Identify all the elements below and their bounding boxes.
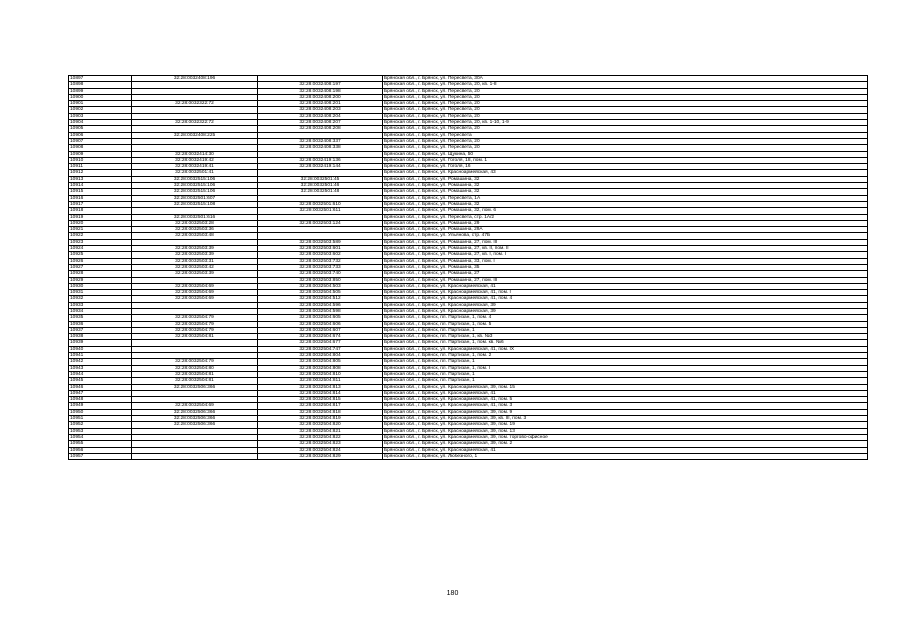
row-number-cell: 10923: [69, 239, 132, 245]
address-cell: Брянская обл., г. Брянск, ул. Красноармейская, 41, пом. IX: [383, 346, 868, 352]
row-number-cell: 10920: [69, 220, 132, 226]
object-number-cell: 32:28:0032408:197: [258, 82, 383, 88]
address-cell: Брянская обл., г. Брянск, ул. Красноармейская, 41: [383, 283, 868, 289]
address-cell: Брянская обл., г. Брянск, пл. Партизан, 1, пом. 4: [383, 315, 868, 321]
parcel-number-cell: 32:28:0032419:42: [132, 157, 258, 163]
address-cell: Брянская обл., г. Брянск, ул. Пересвета, 20, кв. 1-10, 1-9: [383, 120, 868, 126]
address-cell: Брянская обл., г. Брянск, ул. Ромашина, 27, пом. III: [383, 239, 868, 245]
row-number-cell: 10899: [69, 88, 132, 94]
address-cell: Брянская обл., г. Брянск, ул. Ромашина, 32: [383, 201, 868, 207]
object-number-cell: 32:28:0032408:204: [258, 113, 383, 119]
address-cell: Брянская обл., г. Брянск, ул. Красноармейская, 41: [383, 390, 868, 396]
address-cell: Брянская обл., г. Брянск, ул. Ромашина, 27, кв. I, пом. I: [383, 252, 868, 258]
object-number-cell: 32:28:0032504:822: [258, 434, 383, 440]
parcel-number-cell: 32:28:0032504:69: [132, 283, 258, 289]
row-number-cell: 10897: [69, 76, 132, 82]
object-number-cell: 32:28:0032504:674: [258, 334, 383, 340]
address-cell: Брянская обл., г. Брянск, ул. Ромашина, 33, пом. I: [383, 258, 868, 264]
row-number-cell: 10935: [69, 315, 132, 321]
address-cell: Брянская обл., г. Брянск, ул. Красноармейская, 39, пом. 19: [383, 422, 868, 428]
object-number-cell: 32:28:0032504:598: [258, 308, 383, 314]
address-cell: Брянская обл., г. Брянск, ул. Пересвета, 20: [383, 138, 868, 144]
row-number-cell: 10930: [69, 283, 132, 289]
address-cell: Брянская обл., г. Брянск, ул. Ромашина, 27, кв. II, пом. II: [383, 246, 868, 252]
row-number-cell: 10908: [69, 145, 132, 151]
address-cell: Брянская обл., г. Брянск, пл. Партизан, 1: [383, 371, 868, 377]
address-cell: Брянская обл., г. Брянск, ул. Пересвета, 30А: [383, 76, 868, 82]
object-number-cell: 32:28:0032501:45: [258, 176, 383, 182]
address-cell: Брянская обл., г. Брянск, ул. Пересвета, 20: [383, 88, 868, 94]
parcel-number-cell: 32:28:0032503:36: [132, 227, 258, 233]
parcel-number-cell: 32:28:0032515:108: [132, 201, 258, 207]
address-cell: Брянская обл., г. Брянск, ул. Ромашина, 27: [383, 271, 868, 277]
address-cell: Брянская обл., г. Брянск, ул. Ромашина, 35: [383, 264, 868, 270]
address-cell: Брянская обл., г. Брянск, ул. Ромашина, 29А: [383, 227, 868, 233]
object-number-cell: 32:28:0032504:821: [258, 428, 383, 434]
row-number-cell: 10914: [69, 183, 132, 189]
object-number-cell: 32:28:0032504:606: [258, 321, 383, 327]
address-cell: Брянская обл., г. Брянск, ул. Красноармейская, 39: [383, 302, 868, 308]
address-cell: Брянская обл., г. Брянск, ул. Красноармейская, 43: [383, 170, 868, 176]
object-number-cell: 32:28:0032504:818: [258, 409, 383, 415]
row-number-cell: 10937: [69, 327, 132, 333]
object-number-cell: 32:28:0032408:338: [258, 145, 383, 151]
object-number-cell: 32:28:0032501:611: [258, 208, 383, 214]
parcel-number-cell: 32:28:0032504:81: [132, 371, 258, 377]
object-number-cell: 32:28:0032408:207: [258, 120, 383, 126]
parcel-number-cell: 32:28:0032504:79: [132, 327, 258, 333]
object-number-cell: 32:28:0032408:203: [258, 107, 383, 113]
row-number-cell: 10905: [69, 126, 132, 132]
object-number-cell: 32:28:0032503:602: [258, 252, 383, 258]
row-number-cell: 10950: [69, 409, 132, 415]
address-cell: Брянская обл., г. Брянск, ул. Ромашина, 32: [383, 189, 868, 195]
object-number-cell: 32:28:0032504:820: [258, 422, 383, 428]
address-cell: Брянская обл., г. Брянск, ул. Красноармейская, 39, пом. торгово-офисное: [383, 434, 868, 440]
parcel-number-cell: 32:28:0032503:48: [132, 233, 258, 239]
row-number-cell: 10917: [69, 201, 132, 207]
object-number-cell: 32:28:0032504:503: [258, 283, 383, 289]
address-cell: Брянская обл., г. Брянск, ул. Пересвета, 20: [383, 94, 868, 100]
object-number-cell: 32:28:0032504:810: [258, 371, 383, 377]
object-number-cell: 32:28:0032419:136: [258, 157, 383, 163]
row-number-cell: 10956: [69, 447, 132, 453]
row-number-cell: 10948: [69, 397, 132, 403]
row-number-cell: 10928: [69, 271, 132, 277]
object-number-cell: 32:28:0032408:337: [258, 138, 383, 144]
parcel-number-cell: 32:28:0032504:81: [132, 334, 258, 340]
row-number-cell: 10946: [69, 384, 132, 390]
row-number-cell: 10910: [69, 157, 132, 163]
row-number-cell: 10940: [69, 346, 132, 352]
parcel-number-cell: 32:28:0032501:41: [132, 170, 258, 176]
address-cell: Брянская обл., г. Брянск, ул. Ромашина, 27, пом. III: [383, 277, 868, 283]
row-number-cell: 10904: [69, 120, 132, 126]
parcel-number-cell: 32:28:0032504:79: [132, 321, 258, 327]
object-number-cell: 32:28:0032503:124: [258, 220, 383, 226]
row-number-cell: 10898: [69, 82, 132, 88]
object-number-cell: 32:28:0032503:733: [258, 264, 383, 270]
row-number-cell: 10945: [69, 378, 132, 384]
address-cell: Брянская обл., г. Брянск, ул. Красноармейская, 41, пом. I: [383, 290, 868, 296]
parcel-number-cell: 32:28:0032506:366: [132, 409, 258, 415]
parcel-number-cell: 32:28:0032515:106: [132, 176, 258, 182]
address-cell: Брянская обл., г. Брянск, ул. Красноармейская, 39, пом. 9: [383, 409, 868, 415]
row-number-cell: 10919: [69, 214, 132, 220]
address-cell: Брянская обл., г. Брянск, ул. Красноармейская, 39, кв. III, пом. 3: [383, 416, 868, 422]
address-cell: Брянская обл., г. Брянск, пл. Партизан, 1, кв. №3: [383, 334, 868, 340]
row-number-cell: 10933: [69, 302, 132, 308]
object-number-cell: 32:28:0032504:677: [258, 340, 383, 346]
row-number-cell: 10934: [69, 308, 132, 314]
address-cell: Брянская обл., г. Брянск, ул. Красноармейская, 39: [383, 308, 868, 314]
parcel-number-cell: 32:28:0032506:366: [132, 416, 258, 422]
row-number-cell: 10912: [69, 170, 132, 176]
object-number-cell: 32:28:0032504:596: [258, 302, 383, 308]
object-number-cell: 32:28:0032501:46: [258, 183, 383, 189]
object-number-cell: 32:28:0032504:813: [258, 384, 383, 390]
address-cell: Брянская обл., г. Брянск, ул. Гоголя, 16: [383, 164, 868, 170]
object-number-cell: 32:28:0032408:198: [258, 88, 383, 94]
object-number-cell: 32:28:0032504:505: [258, 290, 383, 296]
address-cell: Брянская обл., г. Брянск, ул. Красноармейская, 39, пом. 13: [383, 428, 868, 434]
row-number-cell: 10936: [69, 321, 132, 327]
parcel-number-cell: 32:28:0032504:69: [132, 403, 258, 409]
parcel-number-cell: 32:28:0032419:41: [132, 164, 258, 170]
parcel-number-cell: 32:28:0032503:39: [132, 246, 258, 252]
parcel-number-cell: 32:28:0032504:69: [132, 296, 258, 302]
parcel-number-cell: 32:28:0032506:366: [132, 422, 258, 428]
row-number-cell: 10918: [69, 208, 132, 214]
row-number-cell: 10954: [69, 434, 132, 440]
object-number-cell: 32:28:0032503:589: [258, 239, 383, 245]
object-number-cell: 32:28:0032503:732: [258, 258, 383, 264]
address-cell: Брянская обл., г. Брянск, ул. Гоголя, 18, пом. 1: [383, 157, 868, 163]
row-number-cell: 10943: [69, 365, 132, 371]
row-number-cell: 10947: [69, 390, 132, 396]
address-cell: Брянская обл., г. Брянск, пл. Партизан, 1, пом. I: [383, 365, 868, 371]
object-number-cell: 32:28:0032504:824: [258, 447, 383, 453]
address-cell: Брянская обл., г. Брянск, пл. Партизан, 1, пом. кв. №6: [383, 340, 868, 346]
row-number-cell: 10903: [69, 113, 132, 119]
row-number-cell: 10932: [69, 296, 132, 302]
parcel-number-cell: 32:28:0032414:30: [132, 151, 258, 157]
parcel-number-cell: 32:28:0032503:28: [132, 220, 258, 226]
row-number-cell: 10926: [69, 258, 132, 264]
address-cell: Брянская обл., г. Брянск, ул. Пересвета, 1А: [383, 195, 868, 201]
object-number-cell: 32:28:0032501:610: [258, 201, 383, 207]
object-number-cell: 32:28:0032503:740: [258, 271, 383, 277]
row-number-cell: 10902: [69, 107, 132, 113]
address-cell: Брянская обл., г. Брянск, пл. Партизан, 1: [383, 378, 868, 384]
row-number-cell: 10931: [69, 290, 132, 296]
address-cell: Брянская обл., г. Брянск, пл. Партизан, 1, пом. 5: [383, 321, 868, 327]
object-number-cell: 32:28:0032408:208: [258, 126, 383, 132]
row-number-cell: 10955: [69, 441, 132, 447]
parcel-number-cell: 32:28:0032504:69: [132, 290, 258, 296]
object-number-cell: 32:28:0032504:815: [258, 397, 383, 403]
address-cell: Брянская обл., г. Брянск, ул. Пересвета, 20: [383, 107, 868, 113]
object-number-cell: 32:28:0032504:605: [258, 315, 383, 321]
parcel-number-cell: 32:28:0032504:79: [132, 315, 258, 321]
row-number-cell: 10949: [69, 403, 132, 409]
row-number-cell: 10913: [69, 176, 132, 182]
address-cell: Брянская обл., г. Брянск, пл. Партизан, 1: [383, 327, 868, 333]
address-cell: Брянская обл., г. Брянск, ул. Красноармейская, 41, пом. 5: [383, 397, 868, 403]
row-number-cell: 10951: [69, 416, 132, 422]
object-number-cell: 32:28:0032501:48: [258, 189, 383, 195]
row-number-cell: 10907: [69, 138, 132, 144]
object-number-cell: 32:28:0032504:829: [258, 453, 383, 459]
address-cell: Брянская обл., г. Брянск, ул. Ромашина, 32: [383, 176, 868, 182]
address-cell: Брянская обл., г. Брянск, пл. Партизан, 1: [383, 359, 868, 365]
object-number-cell: 32:28:0032419:144: [258, 164, 383, 170]
table-body: [69, 76, 868, 460]
parcel-number-cell: 32:28:0032322:72: [132, 120, 258, 126]
parcel-number-cell: 32:28:0032322:72: [132, 101, 258, 107]
address-cell: Брянская обл., г. Брянск, ул. Красноармейская, 41: [383, 447, 868, 453]
object-number-cell: 32:28:0032504:805: [258, 359, 383, 365]
address-cell: Брянская обл., г. Брянск, ул. Пересвета, 20, кв. 1-8: [383, 82, 868, 88]
parcel-number-cell: 32:28:0032501:616: [132, 214, 258, 220]
row-number-cell: 10952: [69, 422, 132, 428]
parcel-number-cell: 32:28:0032515:106: [132, 189, 258, 195]
address-cell: Брянская обл., г. Брянск, ул. Ульянова, стр. 47Б: [383, 233, 868, 239]
object-number-cell: 32:28:0032504:804: [258, 353, 383, 359]
row-number-cell: 10944: [69, 371, 132, 377]
address-cell: Брянская обл., г. Брянск, ул. Пересвета, 20: [383, 101, 868, 107]
row-number-cell: 10921: [69, 227, 132, 233]
object-number-cell: 32:28:0032504:747: [258, 346, 383, 352]
row-number-cell: 10900: [69, 94, 132, 100]
row-number-cell: 10953: [69, 428, 132, 434]
page-number: 180: [446, 590, 459, 597]
parcel-number-cell: 32:28:0032506:366: [132, 384, 258, 390]
address-cell: Брянская обл., г. Брянск, ул. Щукина, 50: [383, 151, 868, 157]
row-number-cell: 10927: [69, 264, 132, 270]
object-number-cell: 32:28:0032408:201: [258, 101, 383, 107]
object-number-cell: 32:28:0032504:811: [258, 378, 383, 384]
parcel-number-cell: [132, 453, 258, 459]
object-number-cell: 32:28:0032504:814: [258, 390, 383, 396]
parcel-number-cell: 32:28:0032515:106: [132, 183, 258, 189]
table-row: [69, 453, 868, 459]
parcel-number-cell: 32:28:0032504:81: [132, 378, 258, 384]
object-number-cell: 32:28:0032504:808: [258, 365, 383, 371]
object-number-cell: 32:28:0032503:601: [258, 246, 383, 252]
object-number-cell: 32:28:0032503:850: [258, 277, 383, 283]
row-number-cell: 10916: [69, 195, 132, 201]
address-cell: Брянская обл., г. Брянск, ул. Ромашина, 32: [383, 183, 868, 189]
row-number-cell: 10957: [69, 453, 132, 459]
parcel-number-cell: 32:28:0032503:39: [132, 271, 258, 277]
address-cell: Брянская обл., г. Брянск, пл. Партизан, 1, пом. 2: [383, 353, 868, 359]
object-number-cell: 32:28:0032504:607: [258, 327, 383, 333]
row-number-cell: 10922: [69, 233, 132, 239]
row-number-cell: 10929: [69, 277, 132, 283]
object-number-cell: 32:28:0032504:817: [258, 403, 383, 409]
address-cell: Брянская обл., г. Брянск, ул. Пересвета, 20: [383, 113, 868, 119]
cadastral-table: [68, 75, 868, 460]
object-number-cell: 32:28:0032408:200: [258, 94, 383, 100]
row-number-cell: 10906: [69, 132, 132, 138]
address-cell: Брянская обл., г. Брянск, ул. Пересвета, 20: [383, 126, 868, 132]
row-number-cell: 10909: [69, 151, 132, 157]
address-cell: Брянская обл., г. Брянск, ул. Пересвета: [383, 132, 868, 138]
object-number-cell: 32:28:0032504:823: [258, 441, 383, 447]
address-cell: Брянская обл., г. Брянск, ул. Ромашина, 29: [383, 220, 868, 226]
object-number-cell: 32:28:0032504:512: [258, 296, 383, 302]
row-number-cell: 10942: [69, 359, 132, 365]
address-cell: Брянская обл., г. Брянск, ул. Красноармейская, 41, пом. 4: [383, 296, 868, 302]
address-cell: Брянская обл., г. Брянск, ул. Красноармейская, 39, пом. 2: [383, 441, 868, 447]
parcel-number-cell: 32:28:0032503:31: [132, 258, 258, 264]
address-cell: Брянская обл., г. Брянск, ул. Пересвета, стр. 1А/2: [383, 214, 868, 220]
parcel-number-cell: 32:28:0032501:607: [132, 195, 258, 201]
row-number-cell: 10901: [69, 101, 132, 107]
parcel-number-cell: 32:28:0032408:225: [132, 132, 258, 138]
parcel-number-cell: 32:28:0032504:80: [132, 365, 258, 371]
row-number-cell: 10938: [69, 334, 132, 340]
address-cell: Брянская обл., г. Брянск, ул. Пересвета, 20: [383, 145, 868, 151]
row-number-cell: 10941: [69, 353, 132, 359]
row-number-cell: 10939: [69, 340, 132, 346]
parcel-number-cell: 32:28:0032503:42: [132, 264, 258, 270]
address-cell: Брянская обл., г. Брянск, ул. Красноармейская, 41, пом. 3: [383, 403, 868, 409]
parcel-number-cell: 32:28:0032504:79: [132, 359, 258, 365]
address-cell: Брянская обл., г. Брянск, ул. Ромашина, 32, пом. 6: [383, 208, 868, 214]
parcel-number-cell: 32:28:0032408:196: [132, 76, 258, 82]
row-number-cell: 10925: [69, 252, 132, 258]
object-number-cell: 32:28:0032504:819: [258, 416, 383, 422]
row-number-cell: 10915: [69, 189, 132, 195]
row-number-cell: 10911: [69, 164, 132, 170]
row-number-cell: 10924: [69, 246, 132, 252]
address-cell: Брянская обл., г. Брянск, ул. Красноармейская, 39, пом. 15: [383, 384, 868, 390]
parcel-number-cell: 32:28:0032503:39: [132, 252, 258, 258]
address-cell: Брянская обл., г. Брянск, ул. Любезного, 1: [383, 453, 868, 459]
